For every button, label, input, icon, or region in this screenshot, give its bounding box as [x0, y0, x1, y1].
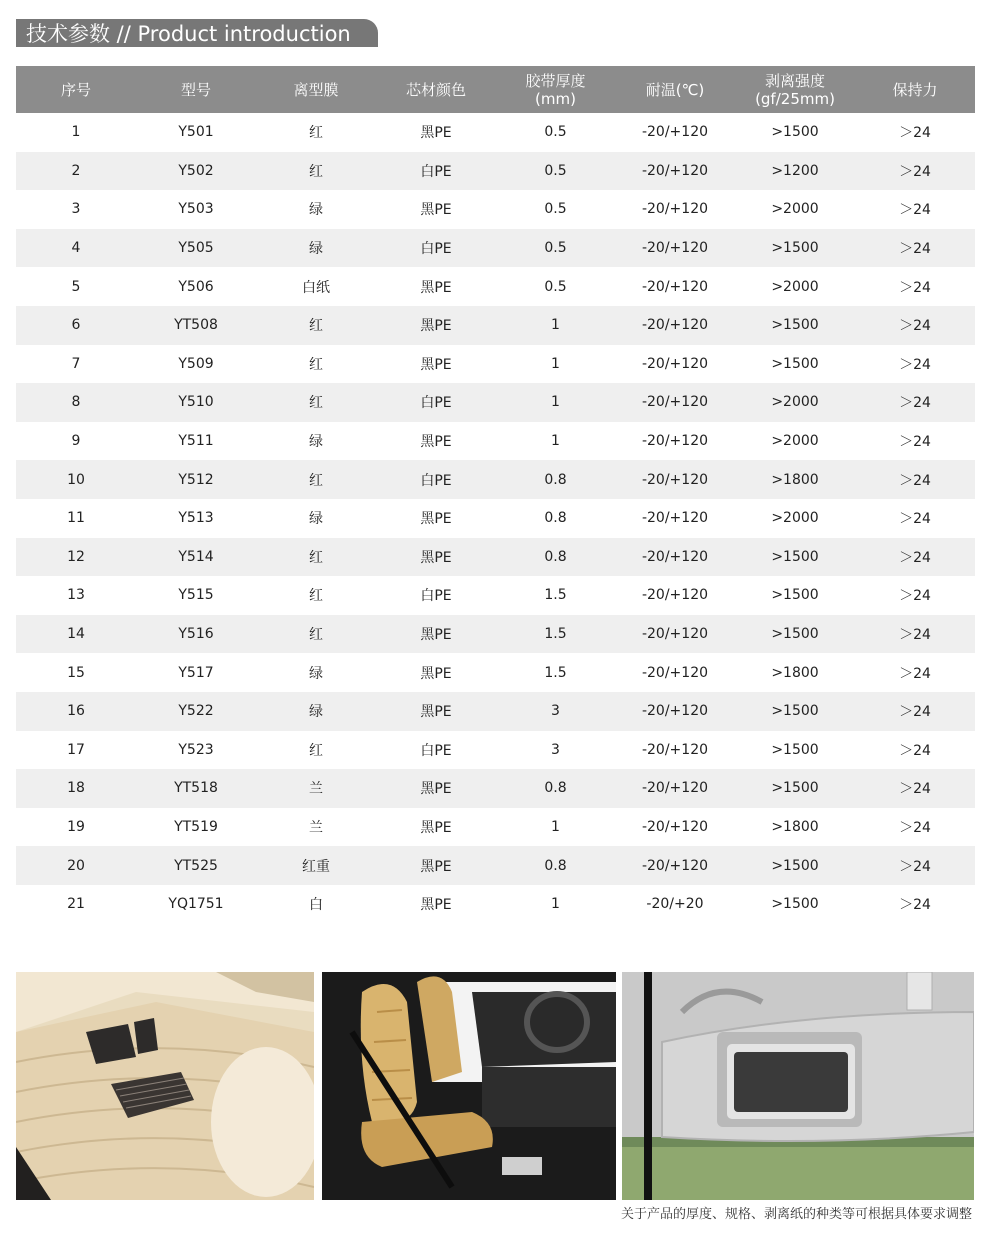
table-cell: 红 — [256, 731, 376, 770]
table-cell: 14 — [16, 615, 136, 654]
table-row — [16, 615, 975, 654]
spec-table — [16, 66, 975, 923]
table-cell: YT519 — [136, 808, 256, 847]
table-row — [16, 383, 975, 422]
table-cell: Y513 — [136, 499, 256, 538]
table-cell: 白PE — [376, 229, 496, 268]
table-row — [16, 306, 975, 345]
table-cell: >1200 — [735, 152, 855, 191]
table-cell: 白PE — [376, 731, 496, 770]
table-cell: 黑PE — [376, 113, 496, 152]
table-cell: 1.5 — [496, 615, 615, 654]
table-cell: 兰 — [256, 769, 376, 808]
table-cell: 0.8 — [496, 538, 615, 577]
table-row — [16, 190, 975, 229]
table-cell: Y512 — [136, 460, 256, 499]
column-header: 保持力 — [855, 66, 975, 113]
table-cell: 红 — [256, 615, 376, 654]
table-cell: 黑PE — [376, 345, 496, 384]
table-cell: 0.5 — [496, 190, 615, 229]
table-cell: YQ1751 — [136, 885, 256, 924]
table-cell: 黑PE — [376, 422, 496, 461]
table-cell: 黑PE — [376, 499, 496, 538]
table-cell: 黑PE — [376, 615, 496, 654]
table-cell: >1500 — [735, 306, 855, 345]
table-cell: ＞24 — [855, 653, 975, 692]
table-cell: 0.8 — [496, 769, 615, 808]
table-cell: 白纸 — [256, 267, 376, 306]
table-cell: ＞24 — [855, 113, 975, 152]
table-cell: 16 — [16, 692, 136, 731]
table-cell: 白PE — [376, 152, 496, 191]
table-cell: -20/+120 — [615, 692, 735, 731]
table-cell: 黑PE — [376, 190, 496, 229]
table-cell: 红 — [256, 383, 376, 422]
table-cell: -20/+120 — [615, 499, 735, 538]
table-cell: 黑PE — [376, 846, 496, 885]
table-cell: 红 — [256, 152, 376, 191]
table-row — [16, 229, 975, 268]
column-header: 剥离强度 (gf/25mm) — [735, 66, 855, 113]
table-cell: ＞24 — [855, 229, 975, 268]
column-header: 序号 — [16, 66, 136, 113]
table-cell: -20/+120 — [615, 731, 735, 770]
table-cell: Y515 — [136, 576, 256, 615]
table-cell: 13 — [16, 576, 136, 615]
table-cell: Y523 — [136, 731, 256, 770]
table-cell: 红 — [256, 345, 376, 384]
table-cell: >1500 — [735, 769, 855, 808]
table-cell: 1 — [16, 113, 136, 152]
table-cell: -20/+120 — [615, 383, 735, 422]
table-cell: >1500 — [735, 345, 855, 384]
table-row — [16, 692, 975, 731]
table-cell: 黑PE — [376, 538, 496, 577]
column-header: 芯材颜色 — [376, 66, 496, 113]
table-cell: 红 — [256, 538, 376, 577]
table-cell: 绿 — [256, 692, 376, 731]
table-cell: 黑PE — [376, 692, 496, 731]
table-cell: 0.5 — [496, 113, 615, 152]
table-cell: 1 — [496, 808, 615, 847]
table-cell: >2000 — [735, 267, 855, 306]
table-row — [16, 345, 975, 384]
sun-visor-mirror-photo — [622, 972, 974, 1200]
table-cell: 19 — [16, 808, 136, 847]
table-cell: >1800 — [735, 653, 855, 692]
table-cell: Y511 — [136, 422, 256, 461]
table-cell: 11 — [16, 499, 136, 538]
table-cell: 白PE — [376, 576, 496, 615]
table-cell: -20/+120 — [615, 576, 735, 615]
table-cell: 0.5 — [496, 229, 615, 268]
caption-note: 关于产品的厚度、规格、剥离纸的种类等可根据具体要求调整 — [620, 1207, 972, 1222]
table-cell: 白 — [256, 885, 376, 924]
table-cell: Y503 — [136, 190, 256, 229]
table-cell: 1 — [496, 422, 615, 461]
table-cell: -20/+120 — [615, 769, 735, 808]
table-cell: Y506 — [136, 267, 256, 306]
table-cell: 白PE — [376, 383, 496, 422]
table-cell: 8 — [16, 383, 136, 422]
table-cell: Y514 — [136, 538, 256, 577]
table-cell: -20/+120 — [615, 846, 735, 885]
table-cell: 兰 — [256, 808, 376, 847]
table-cell: 9 — [16, 422, 136, 461]
table-cell: >1500 — [735, 615, 855, 654]
table-cell: Y517 — [136, 653, 256, 692]
table-cell: 6 — [16, 306, 136, 345]
table-row — [16, 885, 975, 924]
table-cell: ＞24 — [855, 731, 975, 770]
table-row — [16, 460, 975, 499]
table-cell: 黑PE — [376, 267, 496, 306]
table-cell: ＞24 — [855, 383, 975, 422]
table-row — [16, 113, 975, 152]
table-cell: >1500 — [735, 229, 855, 268]
table-row — [16, 152, 975, 191]
table-cell: 0.8 — [496, 499, 615, 538]
table-cell: 黑PE — [376, 808, 496, 847]
table-cell: >1500 — [735, 692, 855, 731]
table-cell: Y502 — [136, 152, 256, 191]
table-cell: 1.5 — [496, 653, 615, 692]
table-row — [16, 846, 975, 885]
table-cell: ＞24 — [855, 267, 975, 306]
table-cell: 3 — [16, 190, 136, 229]
table-cell: -20/+120 — [615, 345, 735, 384]
table-cell: ＞24 — [855, 499, 975, 538]
table-cell: YT525 — [136, 846, 256, 885]
table-cell: -20/+120 — [615, 267, 735, 306]
table-cell: 0.8 — [496, 460, 615, 499]
table-body — [16, 113, 975, 923]
table-cell: ＞24 — [855, 769, 975, 808]
table-cell: ＞24 — [855, 692, 975, 731]
table-cell: -20/+20 — [615, 885, 735, 924]
table-cell: ＞24 — [855, 885, 975, 924]
table-cell: 黑PE — [376, 653, 496, 692]
table-cell: Y505 — [136, 229, 256, 268]
table-cell: 红 — [256, 460, 376, 499]
table-cell: >2000 — [735, 190, 855, 229]
table-cell: Y501 — [136, 113, 256, 152]
table-cell: 10 — [16, 460, 136, 499]
table-cell: ＞24 — [855, 576, 975, 615]
table-cell: 红 — [256, 306, 376, 345]
column-header: 离型膜 — [256, 66, 376, 113]
table-cell: 0.8 — [496, 846, 615, 885]
table-cell: 绿 — [256, 229, 376, 268]
table-cell: >1500 — [735, 113, 855, 152]
table-cell: >1500 — [735, 885, 855, 924]
table-cell: 1 — [496, 885, 615, 924]
table-cell: 5 — [16, 267, 136, 306]
table-cell: >1500 — [735, 731, 855, 770]
table-cell: 4 — [16, 229, 136, 268]
table-cell: -20/+120 — [615, 615, 735, 654]
table-cell: -20/+120 — [615, 653, 735, 692]
table-cell: 黑PE — [376, 769, 496, 808]
table-cell: ＞24 — [855, 615, 975, 654]
table-cell: ＞24 — [855, 190, 975, 229]
table-cell: 1 — [496, 306, 615, 345]
table-cell: -20/+120 — [615, 229, 735, 268]
table-cell: 绿 — [256, 422, 376, 461]
table-cell: >2000 — [735, 499, 855, 538]
table-cell: 17 — [16, 731, 136, 770]
table-cell: ＞24 — [855, 846, 975, 885]
table-row — [16, 538, 975, 577]
table-cell: 黑PE — [376, 885, 496, 924]
table-row — [16, 576, 975, 615]
table-cell: ＞24 — [855, 538, 975, 577]
table-cell: ＞24 — [855, 152, 975, 191]
table-cell: 绿 — [256, 499, 376, 538]
table-cell: -20/+120 — [615, 808, 735, 847]
table-row — [16, 731, 975, 770]
table-cell: -20/+120 — [615, 538, 735, 577]
table-cell: 0.5 — [496, 267, 615, 306]
table-row — [16, 267, 975, 306]
table-cell: 15 — [16, 653, 136, 692]
table-cell: 红重 — [256, 846, 376, 885]
table-cell: ＞24 — [855, 808, 975, 847]
table-row — [16, 499, 975, 538]
table-cell: -20/+120 — [615, 190, 735, 229]
table-row — [16, 808, 975, 847]
table-cell: >1800 — [735, 460, 855, 499]
table-cell: 白PE — [376, 460, 496, 499]
table-cell: YT508 — [136, 306, 256, 345]
table-cell: 0.5 — [496, 152, 615, 191]
table-cell: 1 — [496, 383, 615, 422]
table-cell: ＞24 — [855, 460, 975, 499]
car-floor-mat-photo — [16, 972, 314, 1200]
table-cell: >1500 — [735, 576, 855, 615]
table-cell: Y509 — [136, 345, 256, 384]
table-cell: ＞24 — [855, 422, 975, 461]
table-cell: -20/+120 — [615, 422, 735, 461]
table-cell: 21 — [16, 885, 136, 924]
car-seat-photo — [322, 972, 616, 1200]
table-cell: -20/+120 — [615, 460, 735, 499]
table-cell: >1500 — [735, 538, 855, 577]
section-title: 技术参数 // Product introduction — [26, 22, 351, 46]
column-header: 型号 — [136, 66, 256, 113]
section-title-bar — [16, 19, 378, 47]
table-cell: 红 — [256, 113, 376, 152]
table-cell: 18 — [16, 769, 136, 808]
table-cell: Y510 — [136, 383, 256, 422]
table-cell: >2000 — [735, 383, 855, 422]
table-cell: YT518 — [136, 769, 256, 808]
table-cell: -20/+120 — [615, 152, 735, 191]
table-cell: 黑PE — [376, 306, 496, 345]
table-row — [16, 422, 975, 461]
table-cell: -20/+120 — [615, 113, 735, 152]
table-cell: 2 — [16, 152, 136, 191]
table-cell: 1.5 — [496, 576, 615, 615]
table-cell: ＞24 — [855, 345, 975, 384]
column-header: 耐温(℃) — [615, 66, 735, 113]
table-cell: 3 — [496, 731, 615, 770]
table-cell: 3 — [496, 692, 615, 731]
table-cell: ＞24 — [855, 306, 975, 345]
table-cell: >1500 — [735, 846, 855, 885]
table-cell: 绿 — [256, 653, 376, 692]
table-cell: 20 — [16, 846, 136, 885]
table-cell: >1800 — [735, 808, 855, 847]
column-header: 胶带厚度 (mm) — [496, 66, 615, 113]
table-header-row — [16, 66, 975, 113]
table-cell: Y516 — [136, 615, 256, 654]
table-cell: 7 — [16, 345, 136, 384]
table-row — [16, 653, 975, 692]
table-cell: 12 — [16, 538, 136, 577]
table-cell: -20/+120 — [615, 306, 735, 345]
table-cell: Y522 — [136, 692, 256, 731]
table-cell: >2000 — [735, 422, 855, 461]
table-row — [16, 769, 975, 808]
table-cell: 1 — [496, 345, 615, 384]
table-cell: 红 — [256, 576, 376, 615]
table-cell: 绿 — [256, 190, 376, 229]
